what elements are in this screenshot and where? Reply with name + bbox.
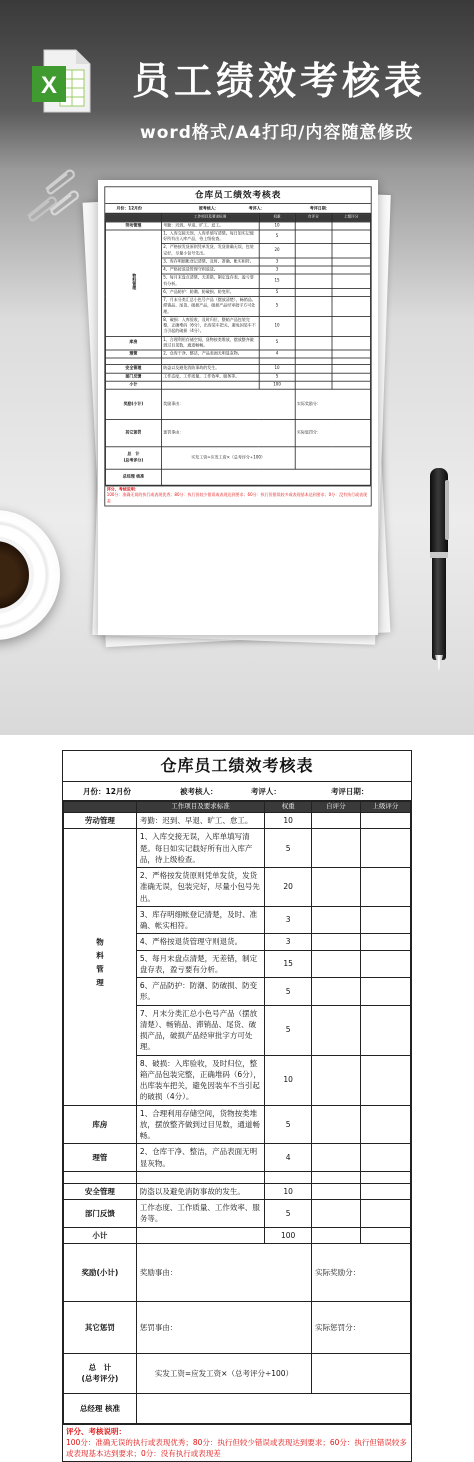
category-cell: 奖励(小计) xyxy=(106,389,162,419)
doc-title: 仓库员工绩效考核表 xyxy=(160,756,314,775)
weight-cell: 3 xyxy=(259,266,295,274)
category-cell: 总经理 核准 xyxy=(64,1393,137,1423)
item-cell: 6、产品防护：防潮、防破损、防变形。 xyxy=(161,288,259,296)
category-label: 物料管理 xyxy=(131,273,137,290)
category-cell: 劳动管理 xyxy=(64,813,137,829)
weight-cell: 5 xyxy=(259,373,295,381)
self-score-cell[interactable] xyxy=(312,978,361,1006)
category-cell: 安全管理 xyxy=(106,365,162,373)
self-score-cell[interactable] xyxy=(295,336,332,350)
doc-title: 仓库员工绩效考核表 xyxy=(194,189,282,200)
total-score-field[interactable] xyxy=(312,1353,411,1393)
superior-score-cell[interactable] xyxy=(360,813,410,829)
item-cell: 防盗以及避免消防事故的发生。 xyxy=(161,365,259,373)
item-cell: 7、月末分类汇总小色号产品（摆放清楚）、畅销品、滞销品、尾货、破损产品，破损产品经审批字方可处理。 xyxy=(161,296,259,316)
category-cell: 库房 xyxy=(64,1105,137,1144)
superior-score-cell[interactable] xyxy=(360,1144,410,1172)
weight-cell: 10 xyxy=(259,222,295,230)
header-weight: 权重 xyxy=(259,214,295,222)
superior-score-cell[interactable] xyxy=(360,829,410,868)
preview-document xyxy=(104,186,371,506)
weight-cell: 3 xyxy=(265,906,312,934)
weight-cell: 5 xyxy=(259,288,295,296)
weight-cell: 5 xyxy=(259,336,295,350)
date-label: 考评日期： xyxy=(330,786,369,796)
weight-cell: 20 xyxy=(265,868,312,907)
weight-cell: 20 xyxy=(259,244,295,258)
excel-file-icon xyxy=(30,48,94,114)
date-label: 考评日期： xyxy=(309,206,330,212)
self-score-cell[interactable] xyxy=(312,1144,361,1172)
scoring-notes xyxy=(105,486,371,506)
notes-text: 100分：准确无误的执行或表现优秀；80分：执行但较少错误或表现达到要求；60分：执行但错误较多或表现基本达到要求；0分：没有执行或表现差 xyxy=(66,1437,407,1458)
superior-score-cell[interactable] xyxy=(360,950,410,978)
self-score-cell[interactable] xyxy=(295,274,332,288)
paperclip-icon xyxy=(22,192,58,222)
penalty-score-field[interactable]: 实际惩罚分： xyxy=(312,1301,411,1353)
self-score-cell[interactable] xyxy=(295,230,332,244)
meta-row xyxy=(63,781,411,801)
item-cell: 3、库存明细帐登记清楚，及时、准确、帐实相符。 xyxy=(136,906,264,934)
self-score-cell[interactable] xyxy=(312,906,361,934)
header-weight: 权重 xyxy=(265,802,312,813)
self-score-cell[interactable] xyxy=(295,350,332,358)
superior-score-cell[interactable] xyxy=(332,288,370,296)
total-score-field[interactable] xyxy=(295,447,370,469)
self-score-cell[interactable] xyxy=(312,950,361,978)
self-score-cell[interactable] xyxy=(295,373,332,381)
notes-text: 100分：准确无误的执行或表现优秀；80分：执行但较少错误或表现达到要求；60分：执行但错误较多或表现基本达到要求；0分：没有执行或表现差 xyxy=(106,493,368,504)
penalty-score-field[interactable]: 实际惩罚分： xyxy=(295,420,370,447)
category-cell: 小计 xyxy=(106,381,162,389)
header-self: 自评分 xyxy=(312,802,361,813)
self-score-cell[interactable] xyxy=(295,222,332,230)
item-cell: 2、严格按发货原则凭单发货，发货准确无误，包装完好，尽量小包号先出。 xyxy=(161,244,259,258)
self-score-cell[interactable] xyxy=(295,266,332,274)
category-cell: 奖励(小计) xyxy=(64,1243,137,1301)
item-cell: 考勤：迟到、早退、旷工、怠工。 xyxy=(161,222,259,230)
assessor-label: 考评人： xyxy=(248,206,265,212)
superior-score-cell[interactable] xyxy=(332,381,370,389)
category-cell: 其它惩罚 xyxy=(64,1301,137,1353)
item-cell: 4、严格按退货管理守则退货。 xyxy=(161,266,259,274)
assessor-label: 考评人： xyxy=(250,786,281,796)
self-score-cell[interactable] xyxy=(312,1005,361,1055)
category-cell xyxy=(106,447,162,469)
self-score-cell[interactable] xyxy=(295,381,332,389)
self-score-cell[interactable] xyxy=(312,1200,361,1228)
total-sublabel: (总考评分) xyxy=(123,458,144,463)
category-label: 物料管理 xyxy=(95,938,105,993)
self-score-cell[interactable] xyxy=(312,868,361,907)
item-cell: 3、库存明细帐登记清楚，及时、准确、帐实相符。 xyxy=(161,258,259,266)
category-cell: 安全管理 xyxy=(64,1183,137,1199)
weight-cell: 5 xyxy=(265,1005,312,1055)
item-cell: 5、每月末盘点清楚，无差错，制定盘存表，盈亏要有分析。 xyxy=(136,950,264,978)
manager-approval-field[interactable] xyxy=(136,1393,410,1423)
superior-score-cell[interactable] xyxy=(332,244,370,258)
total-sublabel: (总考评分) xyxy=(81,1374,119,1384)
weight-cell: 4 xyxy=(259,350,295,358)
self-score-cell[interactable] xyxy=(312,1055,361,1105)
month-label: 月份： xyxy=(116,206,129,212)
bonus-score-field[interactable]: 实际奖励分： xyxy=(295,389,370,419)
item-cell: 工作态度、工作质量、工作效率、服务等。 xyxy=(136,1200,264,1228)
item-cell: 2、仓库干净、整洁，产品表面无明显灰物。 xyxy=(161,350,259,358)
superior-score-cell[interactable] xyxy=(360,978,410,1006)
category-cell: 理管 xyxy=(64,1144,137,1172)
weight-cell: 100 xyxy=(265,1227,312,1243)
superior-score-cell[interactable] xyxy=(360,1200,410,1228)
weight-cell: 3 xyxy=(265,934,312,950)
category-cell: 部门反馈 xyxy=(106,373,162,381)
bonus-reason-field[interactable]: 奖励事由： xyxy=(161,389,295,419)
self-score-cell[interactable] xyxy=(295,365,332,373)
self-score-cell[interactable] xyxy=(295,288,332,296)
banner-subtitle: word格式/A4打印/内容随意修改 xyxy=(140,123,414,143)
superior-score-cell[interactable] xyxy=(332,316,370,336)
item-cell: 7、月末分类汇总小色号产品（摆放清楚）、畅销品、滞销品、尾货、破损产品，破损产品经审批字方可处理。 xyxy=(136,1005,264,1055)
weight-cell: 3 xyxy=(259,258,295,266)
self-score-cell[interactable] xyxy=(295,316,332,336)
item-cell: 1、合理利用存储空间，货物按类堆放，摆放整齐做到过目见数，通道畅畅。 xyxy=(161,336,259,350)
item-cell: 1、合理利用存储空间，货物按类堆放，摆放整齐做到过目见数，通道畅畅。 xyxy=(136,1105,264,1144)
weight-cell: 5 xyxy=(265,1105,312,1144)
weight-cell: 5 xyxy=(259,230,295,244)
item-cell: 5、每月末盘点清楚，无差错，制定盘存表，盈亏要有分析。 xyxy=(161,274,259,288)
superior-score-cell[interactable] xyxy=(332,296,370,316)
weight-cell: 4 xyxy=(265,1144,312,1172)
pen-clip xyxy=(445,480,449,540)
scoring-notes xyxy=(63,1424,411,1462)
superior-score-cell[interactable] xyxy=(360,1105,410,1144)
weight-cell: 10 xyxy=(265,1183,312,1199)
category-cell xyxy=(106,230,162,336)
item-cell: 8、破损：入库验收，及时归位，整箱产品包装完整，正确堆码（6分），出库装车把关，避免因装车不当引起的破损（4分）。 xyxy=(136,1055,264,1105)
category-cell: 劳动管理 xyxy=(106,222,162,230)
superior-score-cell[interactable] xyxy=(332,222,370,230)
assessee-label: 被考核人： xyxy=(198,206,219,212)
notes-heading: 评分、考核说明： xyxy=(106,487,139,493)
self-score-cell[interactable] xyxy=(312,813,361,829)
category-cell: 理管 xyxy=(106,350,162,358)
weight-cell: 10 xyxy=(265,813,312,829)
item-cell: 防盗以及避免消防事故的发生。 xyxy=(136,1183,264,1199)
month-label: 月份： xyxy=(83,786,106,796)
total-label: 总 计 xyxy=(127,452,140,458)
weight-cell: 15 xyxy=(259,274,295,288)
manager-approval-field[interactable] xyxy=(161,469,370,485)
notes-heading: 评分、考核说明： xyxy=(66,1426,126,1436)
penalty-reason-field[interactable]: 惩罚事由： xyxy=(136,1301,311,1353)
superior-score-cell[interactable] xyxy=(360,906,410,934)
superior-score-cell[interactable] xyxy=(332,336,370,350)
bonus-reason-field[interactable]: 奖励事由： xyxy=(136,1243,311,1301)
item-cell: 2、严格按发货原则凭单发货，发货准确无误，包装完好，尽量小包号先出。 xyxy=(136,868,264,907)
weight-cell: 15 xyxy=(265,950,312,978)
superior-score-cell[interactable] xyxy=(332,365,370,373)
weight-cell: 100 xyxy=(259,381,295,389)
weight-cell: 5 xyxy=(259,296,295,316)
item-cell: 2、仓库干净、整洁，产品表面无明显灰物。 xyxy=(136,1144,264,1172)
superior-score-cell[interactable] xyxy=(360,868,410,907)
self-score-cell[interactable] xyxy=(312,1183,361,1199)
superior-score-cell[interactable] xyxy=(360,1227,410,1243)
pen-ring xyxy=(430,552,448,558)
header-item: 工作项目及要求标准 xyxy=(136,802,264,813)
item-cell: 工作态度、工作质量、工作效率、服务等。 xyxy=(161,373,259,381)
month-value: 12月份 xyxy=(128,206,142,212)
preview-table xyxy=(105,214,371,486)
assessee-label: 被考核人： xyxy=(179,786,218,796)
category-cell: 库房 xyxy=(106,336,162,350)
category-cell xyxy=(64,829,137,1105)
self-score-cell[interactable] xyxy=(295,244,332,258)
category-cell xyxy=(64,1353,137,1393)
superior-score-cell[interactable] xyxy=(360,1005,410,1055)
penalty-reason-field[interactable]: 惩罚事由： xyxy=(161,420,295,447)
category-cell: 部门反馈 xyxy=(64,1200,137,1228)
category-cell: 其它惩罚 xyxy=(106,420,162,447)
superior-score-cell[interactable] xyxy=(360,1183,410,1199)
total-label: 总 计 xyxy=(88,1363,112,1372)
self-score-cell[interactable] xyxy=(312,829,361,868)
pen-nib-icon xyxy=(435,655,443,671)
item-cell: 考勤：迟到、早退、旷工、怠工。 xyxy=(136,813,264,829)
header-self: 自评分 xyxy=(295,214,332,222)
weight-cell: 10 xyxy=(259,316,295,336)
category-cell: 总经理 核准 xyxy=(106,469,162,485)
self-score-cell[interactable] xyxy=(312,934,361,950)
superior-score-cell[interactable] xyxy=(332,230,370,244)
category-cell: 小计 xyxy=(64,1227,137,1243)
item-cell: 8、破损：入库验收，及时归位，整箱产品包装完整，正确堆码（6分），出库装车把关，避免因装车不当引起的破损（4分）。 xyxy=(161,316,259,336)
superior-score-cell[interactable] xyxy=(332,266,370,274)
superior-score-cell[interactable] xyxy=(332,274,370,288)
svg-text:X: X xyxy=(40,72,58,99)
self-score-cell[interactable] xyxy=(312,1227,361,1243)
self-score-cell[interactable] xyxy=(295,258,332,266)
month-value: 12月份 xyxy=(105,786,131,796)
superior-score-cell[interactable] xyxy=(360,934,410,950)
header-superior: 上级评分 xyxy=(360,802,410,813)
weight-cell: 5 xyxy=(265,978,312,1006)
superior-score-cell[interactable] xyxy=(332,373,370,381)
salary-formula: 实发工资=应发工资×（总考评分÷100） xyxy=(161,447,295,469)
item-cell: 1、入库交接无误，入库单填写清楚。每日如实记载好所有出入库产品，待上级检查。 xyxy=(136,829,264,868)
weight-cell: 5 xyxy=(265,829,312,868)
superior-score-cell[interactable] xyxy=(332,350,370,358)
weight-cell: 5 xyxy=(265,1200,312,1228)
meta-row xyxy=(105,203,371,213)
weight-cell: 10 xyxy=(265,1055,312,1105)
preview-paper xyxy=(98,180,378,635)
salary-formula: 实发工资=应发工资×（总考评分÷100） xyxy=(136,1353,311,1393)
header-item: 工作项目及要求标准 xyxy=(161,214,259,222)
self-score-cell[interactable] xyxy=(312,1105,361,1144)
item-cell: 6、产品防护：防潮、防破损、防变形。 xyxy=(136,978,264,1006)
bonus-score-field[interactable]: 实际奖励分： xyxy=(312,1243,411,1301)
assessment-form xyxy=(62,750,412,1462)
superior-score-cell[interactable] xyxy=(360,1055,410,1105)
assessment-table xyxy=(63,801,411,1424)
item-cell: 1、入库交接无误，入库单填写清楚。每日如实记载好所有出入库产品，待上级检查。 xyxy=(161,230,259,244)
weight-cell: 10 xyxy=(259,365,295,373)
header-superior: 上级评分 xyxy=(332,214,370,222)
item-cell: 4、严格按退货管理守则退货。 xyxy=(136,934,264,950)
superior-score-cell[interactable] xyxy=(332,258,370,266)
banner-title: 员工绩效考核表 xyxy=(132,59,427,103)
self-score-cell[interactable] xyxy=(295,296,332,316)
